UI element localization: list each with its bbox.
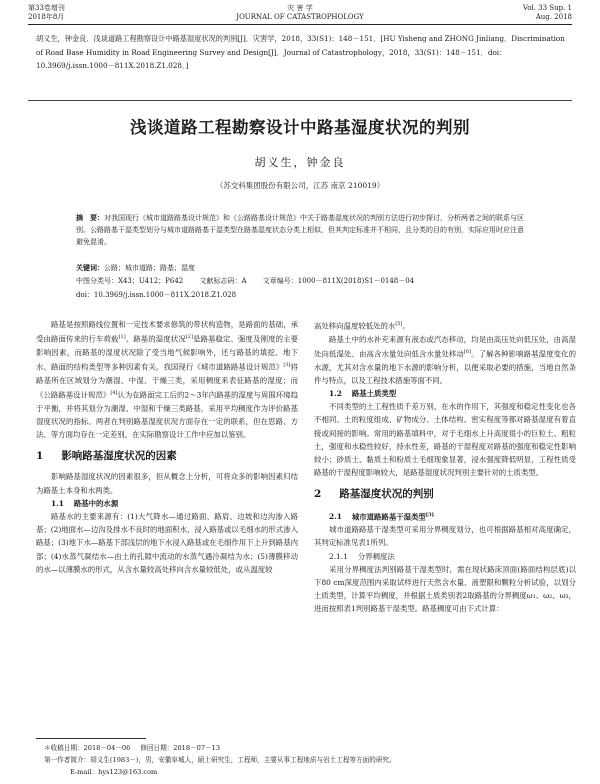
section-number: 2 [314,488,322,501]
author-bio: 第一作者简介：胡义生(1983－)，男，安徽阜城人，硕士研究生，工程师，主要从事工程地质与岩土工程等方面的研究。 [44,756,396,764]
abstract-label: 摘 要： [76,213,104,222]
clc-number: 中图分类号：X43；U412；P642 [76,277,184,285]
subsection-2-1-paragraph: 城市道路路基干湿类型可采用分界稠度划分，也可根据路基相对高度确定，其判定标准见表1所列。 [314,525,576,548]
subsubsection-heading-2-1-1 [314,550,576,563]
doi-line: doi：10.3969/j.issn.1000－811X.2018.Z1.028 [76,291,237,299]
running-header [28,4,572,30]
header-volume-en: Vol. 33 Sup. 1 [522,4,572,12]
document-code: 文献标志码：A [199,277,247,285]
body-text: 高处移向温度较低处的水 [314,321,396,331]
revised-date: 修回日期：2018－07－13 [140,744,221,752]
footnote [44,742,560,778]
citation-block: 胡义生，钟金良．浅谈道路工程勘察设计中路基湿度状况的判别[J]．灾害学，2018，33(S1)：148－151．[HU Yisheng and ZHONG Jinliang．Discrimination of Road Base Humidity in Road Engineering Survey and Design[J]．Journal of Catastrophology，2018，33(S1)：148－151．doi：10.3969/j.issn.1000－811X.2018.Z1.028．] [36,34,565,70]
header-right [523,4,572,22]
received-date: ＊收稿日期：2018－04－06 [44,744,131,752]
header-date-en: Aug. 2018 [535,13,572,21]
subsection-title: 路基土质类型 [351,388,397,398]
subsubsection-2-1-1-paragraph: 采用分界稠度法判别路基干湿类型时，需在现状路床顶面(路面结构层底)以下80 cm深度范围内采取试样进行天然含水量、液塑限和颗粒分析试验，以划分土质类型，计算平均稠度，并根据土质类别表2取路基的分界稠度ω₁、ω₂、ω₃，进而按照表1判别路基干湿类型。路基稠度可由下式计算： [314,564,576,614]
subsection-heading-1-2 [314,387,576,400]
subsection-title: 城市道路路基干湿类型 [351,512,426,522]
citation-ref: [4] [110,389,118,396]
classification-line [76,276,540,286]
subsubsection-number: 2.1.1 [329,551,348,561]
subsection-1-1-paragraph: 路基水的主要来源有：(1)大气降水—通过路面、路肩、边坡和边沟渗入路基；(2)地面水—边沟及排水不良时的地面积水，浸入路基或以毛细水的形式渗入路基；(3)地下水—路基下部浅层的地下水浸入路基或在毛细作用下上升到路基内部；(4)水蒸气凝结水—由土的孔隙中流动的水蒸气遇冷凝结为水；(5)薄膜移动的水—以薄膜水的形式，从含水量较高处移向含水量较低处，或从温度较 [36,512,298,574]
continued-paragraph [314,318,576,333]
intro-text: 是路基稳定、强度及刚度的主要影响因素，而路基的湿度状况除了受当地气候影响外，还与路基的填挖、地下水、路面的结构类型等多种因素有关。 [36,334,298,372]
section-title: 路基湿度状况的判别 [339,488,434,501]
keywords-label: 关键词： [76,263,104,272]
intro-text: 路基是按照路线位置和一定技术要求修筑的带状构造物，是路面的基础，承受由路面传来的行车荷载 [36,320,298,344]
right-column [314,318,576,616]
body-paragraph [314,333,576,387]
citation-ref: [5] [395,321,403,327]
intro-text: 。路基的湿度状况 [125,334,186,344]
citation-ref: [3] [425,511,434,518]
subsection-number: 2.1 [329,512,342,522]
keywords [76,263,524,273]
section-1-paragraph: 影响路基湿度状况的因素很多，但从概念上分析，可将众多的影响因素归结为路基土本身和水两类。 [36,472,298,495]
abstract-text: 对我国现行《城市道路路基设计规范》和《公路路基设计规范》中关于路基湿度状况的判别方法进行初步探讨，分析两者之间的联系与区别。公路路基干湿类型划分与城市道路路基干湿类型在路基湿度状态分类上相似，但其判定标准并不相同，且分类的目的有别，实际应用时应注意避免混淆。 [76,214,524,246]
abstract [76,212,524,248]
author-email: E-mail：hys123@163.com [70,768,158,776]
intro-paragraph [36,318,298,441]
section-heading-1 [36,450,298,463]
header-volume-cn: 第33卷增刊 [28,4,65,12]
citation-divider [28,100,572,101]
body-text: 。了解各种影响路基湿度变化的水源，尤其对含水量的地下水源的影响分析，以便采取必要的措施，当地自然条件与特点，以及工程技术措施等面不同。 [314,349,576,385]
citation-ref: [1] [118,334,126,341]
body-text: 。 [402,321,410,331]
section-title: 影响路基湿度状况的因素 [61,450,177,463]
subsection-number: 1.1 [51,498,64,508]
header-journal-en: JOURNAL OF CATASTROPHOLOGY [236,13,364,21]
subsubsection-title: 分界稠度法 [357,551,395,561]
header-center [28,4,572,22]
header-divider [28,24,572,25]
footnote-divider [36,738,146,739]
section-number: 1 [36,450,44,463]
subsection-1-2-paragraph: 不同类型的土工程性质千差万别，在水的作用下，其强度和稳定性变化也各不相同。土的粒度组成、矿物成分、土体结构、密实程度等都对路基湿度有着直接或间接的影响。常用的路基填料中，对于毛细水上升高度很小的巨粒土、粗粒土，强度和水稳性较好，持水性差，路基的干湿程度对路基的强度和稳定性影响较小；砂质土、黏质土和粉质土毛细现象显著，浸水强度降低明显，工程性质受路基的干湿程度影响较大，是路基湿度状况判别主要针对的土质类型。 [314,402,576,478]
citation-ref: [2] [185,334,193,341]
subsection-title: 路基中的水源 [73,498,119,508]
paper-title: 浅谈道路工程勘察设计中路基湿度状况的判别 [130,118,470,137]
paper-authors: 胡义生，钟金良 [254,156,346,169]
left-column [36,318,298,576]
article-number: 文章编号：1000－811X(2018)S1－0148－04 [262,277,415,285]
header-journal-cn: 灾 害 学 [287,4,313,12]
citation-ref: [6] [463,348,472,355]
subsection-heading-1-1 [36,497,298,510]
intro-text: 将路基所在区域划分为潮湿、中湿、干燥三类，采用稠度来表征路基的湿度；而《公路路基设计规范》 [36,362,298,400]
footnote-dates [44,742,560,754]
author-affiliation: （苏交科集团股份有限公司，江苏 南京 210019） [215,181,385,190]
header-date-cn: 2018年8月 [28,13,65,21]
keywords-text: 公路；城市道路；路基；湿度 [104,264,195,272]
intro-text: 认为在路面完工后的2～3年内路基的湿度与周围环境趋于平衡，并将其划分为潮湿、中湿和干燥三类路基，采用平均稠度作为评价路基湿度状况的指标。两者在判别路基湿度状况方面存在一定的联系，但在思路、方法、等方面均存在一定差别，在实际勘察设计工作中应加以鉴别。 [36,390,298,440]
citation-ref: [3] [283,362,291,369]
subsection-heading-2-1 [314,509,576,524]
section-heading-2 [314,488,576,501]
subsection-number: 1.2 [329,388,342,398]
intro-text: 我国现行《城市道路路基设计规范》 [163,362,284,372]
body-text: 路基土中的水补充来源有液态或汽态移动，均是由高压处向低压处，由高湿处向低湿处、由高含水量处向低含水量处移动 [314,334,576,359]
